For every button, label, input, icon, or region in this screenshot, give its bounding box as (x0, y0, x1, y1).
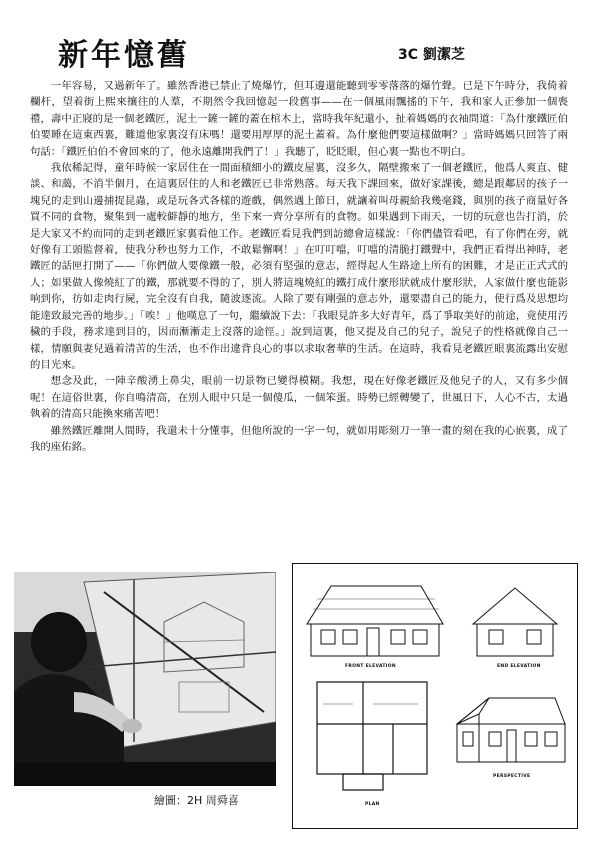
drafting-photo (14, 572, 276, 786)
article-author: 3C 劉潔芝 (398, 47, 465, 63)
paragraph-2: 我依稀記得，童年時候一家居住在一間面積細小的鐵皮屋裏，沒多久，隔壁搬來了一個老鐵匠，他爲人爽直、健談、和藹，不消半個月，在這裏居住的人和老鐵匠已非常熟落。每天我下課回來，做好家課後，總是跟鄰居的孩子一塊兒的走到山邊捕捉昆蟲，或是玩各式各樣的遊戲，偶然遇上節日，就讓着叫母親給我幾毫錢，與別的孩子商量好各買不同的食物，聚集到一處較僻靜的地方，坐下來一齊分享所有的食物。如果遇到下雨天，一切的玩意也告打消，於是大家又不約而同的走到老鐵匠家裏看他工作。老鐵匠看見我們到訪總會這樣說：「你們儘管看吧，有了你們在旁，就好像有工頭監督着，使我分秒也努力工作，不敢鬆懈啊！」在叮叮噹，叮噹的清脆打鐵聲中，我們正看得出神時，老鐵匠的話匣打開了——「你們做人要像鐵一般，必須有堅强的意志，經得起人生路途上所有的困難，才是正正式式的人；如果做人像燒紅了的鐵，那就要不得的了，別人將這塊燒紅的鐵打成什麼形狀就成什麼形狀，人家做什麼也能影响到你，彷如走肉行屍，完全沒有自我，隨波逐流。人除了要有剛强的意志外，還要盡自己的能力，使行爲及思想均能達致最完善的地步。」「唉！」他嘆息了一句，繼續說下去：「我眼見許多大好青年，爲了爭取美好的前途，竟使用汚穢的手段，務求達到目的，因而漸漸走上沒落的途徑。」說到這裏，他又提及自己的兒子，說兒子的性格就像自己一樣，情願與妻兒過着清苦的生活，也不作出違背良心的事以求取奢華的生活。在這時，我看見老鐵匠眼裏流露出安慰的目光來。 (30, 162, 568, 371)
end-elevation-drawing (473, 588, 557, 656)
end-elevation-label: END ELEVATION (497, 664, 541, 669)
article-title: 新年憶舊 (58, 38, 190, 73)
article-body (30, 78, 568, 455)
paragraph-4: 雖然鐵匠離開人間時，我還未十分懂事，但他所說的一字一句，就如用彫刻刀一筆一畫的刻在我的心嵌裏，成了我的座佑銘。 (30, 424, 568, 453)
paragraph-1: 一年容易，又過新年了。雖然香港已禁止了燒爆竹，但耳邊還能聽到零零落落的爆竹聲。已是下午時分，我倚着欄杆，望着街上熙來攘往的人羣，不期然令我回憶起一段舊事——在一個風雨飄搖的下午，我和家人正參加一個喪禮，壽中正寢的是一個老鐵匠，泥土一鏟一鏟的蓋在棺木上，當時我年紀還小，扯着媽媽的衣袖問道：「為什麼鐵匠伯伯要睡在這東西裏，難道他家裏沒有床嗎！還要用厚厚的泥土蓋着。為什麼他們要這樣做啊？」當時媽媽只回答了兩句話：「鐵匠伯伯不會回來的了，他永遠離開我們了！」我聽了，眨眨眼，但心裏一點也不明白。 (30, 80, 568, 158)
perspective-drawing (457, 698, 565, 762)
front-elevation-label: FRONT ELEVATION (345, 664, 396, 669)
floor-plan-drawing (317, 682, 427, 790)
illustration-caption: 繪圖：2H 周舜喜 (154, 794, 239, 807)
paragraph-3: 想念及此，一陣辛酸湧上鼻尖，眼前一切景物已變得模糊。我想，現在好像老鐵匠及他兒子的人，又有多少個呢！在這俗世裏，你自鳴清高，在別人眼中只是一個傻瓜，一個笨蛋。時勢已經轉變了，世風日下，人心不古，太過執着的清高只能換來痛苦吧！ (30, 375, 568, 421)
perspective-label: PERSPECTIVE (493, 774, 531, 779)
house-plans-drawing (292, 563, 578, 829)
front-elevation-drawing (307, 586, 443, 656)
plan-label: PLAN (365, 802, 380, 807)
